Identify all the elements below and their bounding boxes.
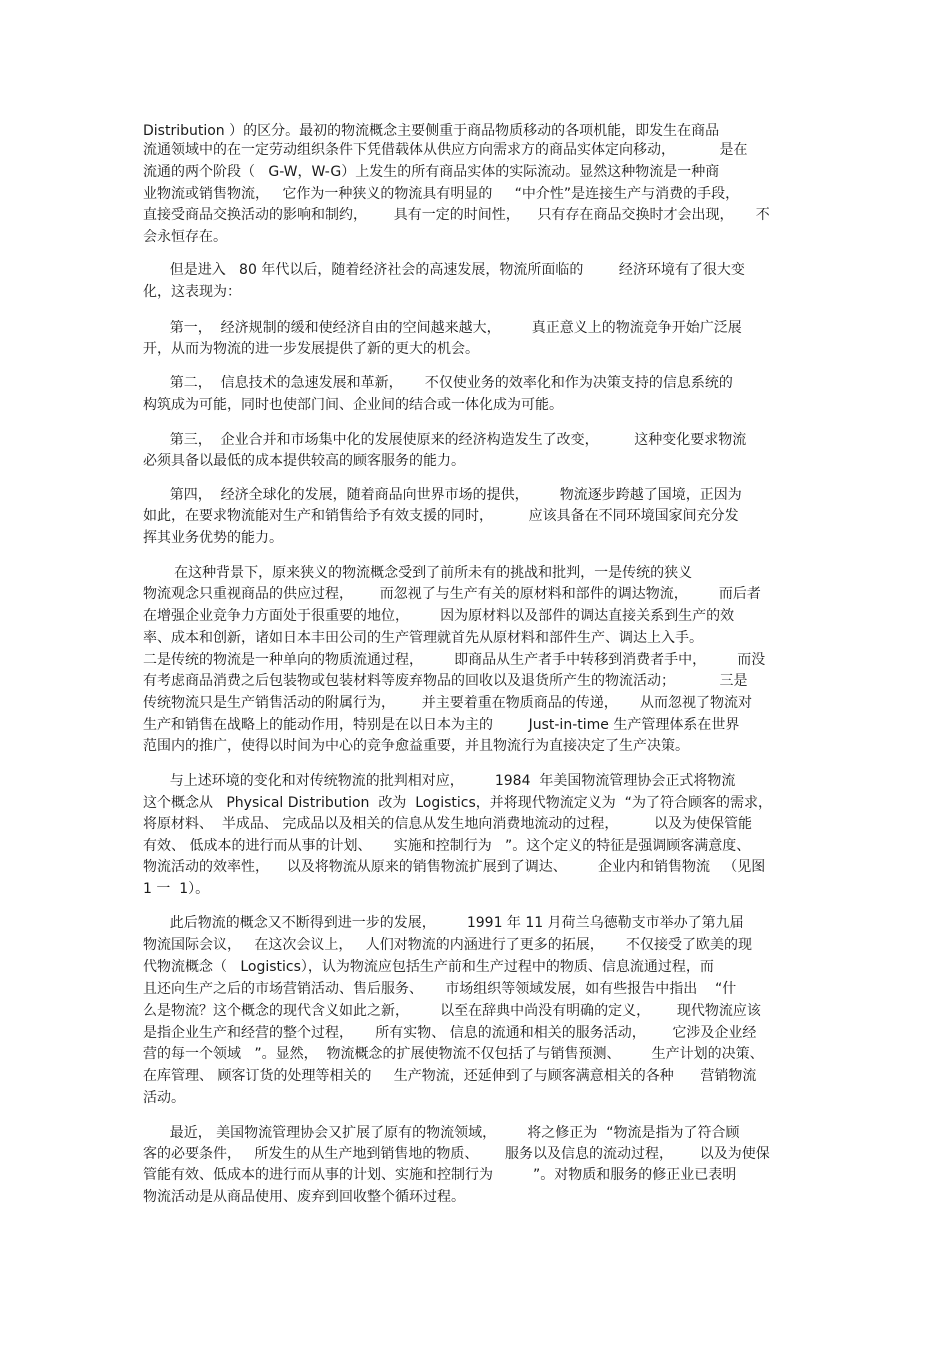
- text-line: 传统物流只是生产销售活动的附属行为， 并主要着重在物质商品的传递， 从而忽视了物流对: [143, 695, 752, 711]
- text-line: 生产和销售在战略上的能动作用，特别是在以日本为主的 Just-in-time 生产管理体系在世界: [143, 717, 740, 733]
- text-line: 业物流或销售物流， 它作为一种狭义的物流具有明显的 “中介性”是连接生产与消费的手段，: [143, 186, 740, 202]
- text-line: 活动。: [143, 1090, 185, 1106]
- text-line: 物流活动是从商品使用、废弃到回收整个循环过程。: [143, 1189, 465, 1205]
- text-line: 物流活动的效率性， 以及将物流从原来的销售物流扩展到了调达、 企业内和销售物流 （见图: [143, 859, 766, 875]
- text-line: 第四， 经济全球化的发展，随着商品向世界市场的提供， 物流逐步跨越了国境，正因为: [143, 487, 742, 503]
- text-line: 第三， 企业合并和市场集中化的发展使原来的经济构造发生了改变， 这种变化要求物流: [143, 432, 747, 448]
- text-line: 挥其业务优势的能力。: [143, 530, 283, 546]
- text-line: 第二， 信息技术的急速发展和革新， 不仅使业务的效率化和作为决策支持的信息系统的: [143, 375, 733, 391]
- text-line: 构筑成为可能，同时也使部门间、企业间的结合或一体化成为可能。: [143, 397, 563, 413]
- text-line: 流通的两个阶段（ G-W，W-G）上发生的所有商品实体的实际流动。显然这种物流是一种商: [143, 164, 720, 180]
- text-line: 第一， 经济规制的缓和使经济自由的空间越来越大， 真正意义上的物流竞争开始广泛展: [143, 320, 742, 336]
- text-line: 物流观念只重视商品的供应过程， 而忽视了与生产有关的原材料和部件的调达物流， 而后者: [143, 586, 761, 602]
- text-line: 会永恒存在。: [143, 229, 227, 245]
- text-line: 开，从而为物流的进一步发展提供了新的更大的机会。: [143, 341, 479, 357]
- text-line: Distribution ）的区分。最初的物流概念主要侧重于商品物质移动的各项机能，即发生在商品: [143, 123, 720, 139]
- text-line: 此后物流的概念又不断得到进一步的发展， 1991 年 11 月荷兰乌德勒支市举办了第九届: [143, 915, 744, 931]
- text-line: 与上述环境的变化和对传统物流的批判相对应， 1984 年美国物流管理协会正式将物流: [143, 773, 736, 789]
- text-line: 客的必要条件， 所发生的从生产地到销售地的物质、 服务以及信息的流动过程， 以及为使保: [143, 1146, 770, 1162]
- text-line: 是指企业生产和经营的整个过程， 所有实物、 信息的流通和相关的服务活动， 它涉及企业经: [143, 1025, 757, 1041]
- text-line: 这个概念从 Physical Distribution 改为 Logistics，并将现代物流定义为 “为了符合顾客的需求，: [143, 795, 772, 811]
- text-line: 直接受商品交换活动的影响和制约， 具有一定的时间性， 只有存在商品交换时才会出现， 不: [143, 207, 770, 223]
- text-line: 率、成本和创新，诸如日本丰田公司的生产管理就首先从原材料和部件生产、调达上入手。: [143, 630, 703, 646]
- text-line: 有考虑商品消费之后包装物或包装材料等废弃物品的回收以及退货所产生的物流活动； 三是: [143, 673, 748, 689]
- text-line: 流通领域中的在一定劳动组织条件下凭借载体从供应方向需求方的商品实体定向移动， 是在: [143, 142, 748, 158]
- text-line: 在这种背景下，原来狭义的物流概念受到了前所未有的挑战和批判，一是传统的狭义: [143, 565, 693, 581]
- text-line: 必须具备以最低的成本提供较高的顾客服务的能力。: [143, 453, 465, 469]
- text-line: 么是物流？这个概念的现代含义如此之新， 以至在辞典中尚没有明确的定义， 现代物流应该: [143, 1003, 761, 1019]
- text-line: 化，这表现为：: [143, 284, 241, 300]
- text-line: 在库管理、 顾客订货的处理等相关的 生产物流，还延伸到了与顾客满意相关的各种 营销物流: [143, 1068, 757, 1084]
- text-line: 物流国际会议， 在这次会议上， 人们对物流的内涵进行了更多的拓展， 不仅接受了欧美的现: [143, 937, 752, 953]
- text-line: 二是传统的物流是一种单向的物质流通过程， 即商品从生产者手中转移到消费者手中， 而没: [143, 652, 766, 668]
- text-line: 如此，在要求物流能对生产和销售给予有效支援的同时， 应该具备在不同环境国家间充分发: [143, 508, 739, 524]
- text-line: 最近， 美国物流管理协会又扩展了原有的物流领域， 将之修正为 “物流是指为了符合顾: [143, 1125, 740, 1141]
- text-line: 且还向生产之后的市场营销活动、售后服务、 市场组织等领域发展，如有些报告中指出 “什: [143, 981, 737, 997]
- text-line: 有效、 低成本的进行而从事的计划、 实施和控制行为 ”。这个定义的特征是强调顾客满意度、: [143, 838, 751, 854]
- text-line: 代物流概念（ Logistics），认为物流应包括生产前和生产过程中的物质、信息流通过程，而: [143, 959, 714, 975]
- text-line: 管能有效、低成本的进行而从事的计划、实施和控制行为 ”。对物质和服务的修正业已表明: [143, 1167, 737, 1183]
- text-line: 1 一 1）。: [143, 881, 210, 897]
- text-line: 但是进入 80 年代以后，随着经济社会的高速发展，物流所面临的 经济环境有了很大变: [143, 262, 745, 278]
- text-line: 将原材料、 半成品、 完成品以及相关的信息从发生地向消费地流动的过程， 以及为使保管能: [143, 816, 752, 832]
- text-line: 范围内的推广，使得以时间为中心的竞争愈益重要，并且物流行为直接决定了生产决策。: [143, 738, 689, 754]
- text-line: 在增强企业竞争力方面处于很重要的地位， 因为原材料以及部件的调达直接关系到生产的效: [143, 608, 735, 624]
- text-line: 营的每一个领域 ”。显然， 物流概念的扩展使物流不仅包括了与销售预测、 生产计划的决策、: [143, 1046, 764, 1062]
